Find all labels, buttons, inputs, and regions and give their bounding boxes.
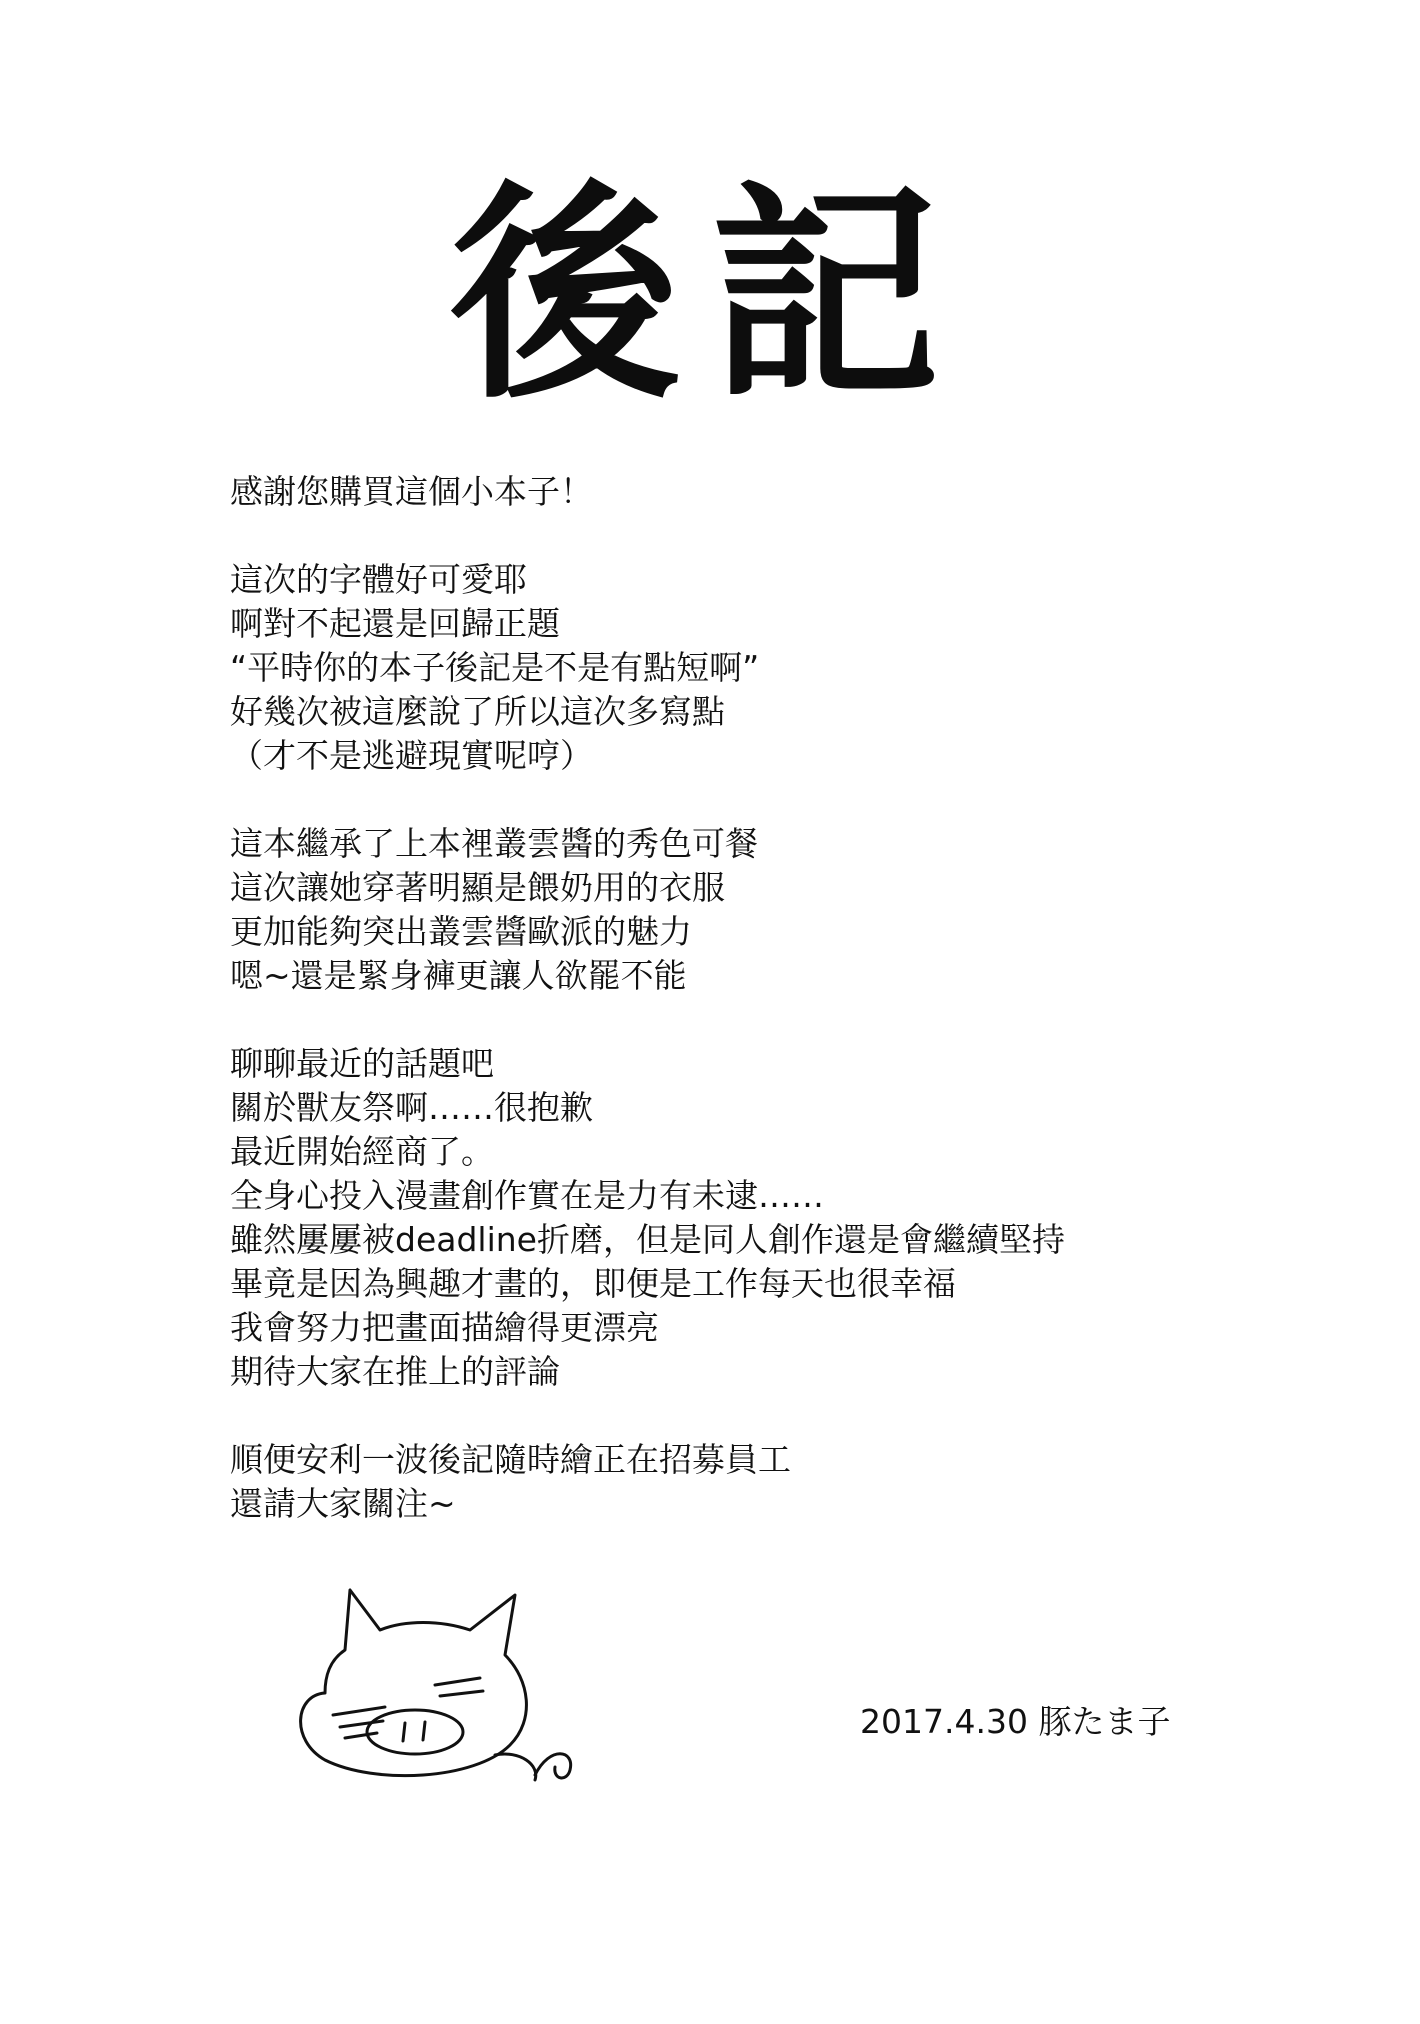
text-line: 啊對不起還是回歸正題 (230, 604, 560, 643)
text-line: 畢竟是因為興趣才畫的，即便是工作每天也很幸福 (230, 1264, 956, 1303)
text-line: 這次讓她穿著明顯是餵奶用的衣服 (230, 868, 725, 907)
text-line: 感謝您購買這個小本子！ (230, 472, 593, 511)
page-title: 後記 (450, 160, 970, 430)
paragraph-4 (230, 1042, 1230, 1394)
text-line: 這本繼承了上本裡叢雲醬的秀色可餐 (230, 824, 758, 863)
text-line: （才不是逃避現實呢哼） (230, 736, 593, 775)
text-line: 我會努力把畫面描繪得更漂亮 (230, 1308, 659, 1347)
text-line: 更加能夠突出叢雲醬歐派的魅力 (230, 912, 692, 951)
text-line: 期待大家在推上的評論 (230, 1352, 560, 1391)
paragraph-2 (230, 558, 1230, 778)
text-line: 這次的字體好可愛耶 (230, 560, 527, 599)
paragraph-3 (230, 822, 1230, 998)
text-line: 嗯~還是緊身褲更讓人欲罷不能 (230, 956, 687, 995)
paragraph-5 (230, 1438, 1230, 1526)
text-line: 關於獸友祭啊……很抱歉 (230, 1088, 593, 1127)
text-line: “平時你的本子後記是不是有點短啊” (230, 648, 760, 687)
paragraph-1 (230, 470, 1230, 514)
text-line: 最近開始經商了。 (230, 1132, 494, 1171)
text-line: 還請大家關注~ (230, 1484, 456, 1523)
afterword-body (230, 470, 1230, 1570)
text-line: 順便安利一波後記隨時繪正在招募員工 (230, 1440, 791, 1479)
text-line: 雖然屢屢被deadline折磨，但是同人創作還是會繼續堅持 (230, 1220, 1065, 1259)
text-line: 全身心投入漫畫創作實在是力有未逮…… (230, 1176, 824, 1215)
signature-date: 2017.4.30 豚たま子 (860, 1702, 1171, 1741)
text-line: 好幾次被這麼說了所以這次多寫點 (230, 692, 725, 731)
text-line: 聊聊最近的話題吧 (230, 1044, 494, 1083)
pig-cat-doodle-icon (285, 1575, 615, 1785)
